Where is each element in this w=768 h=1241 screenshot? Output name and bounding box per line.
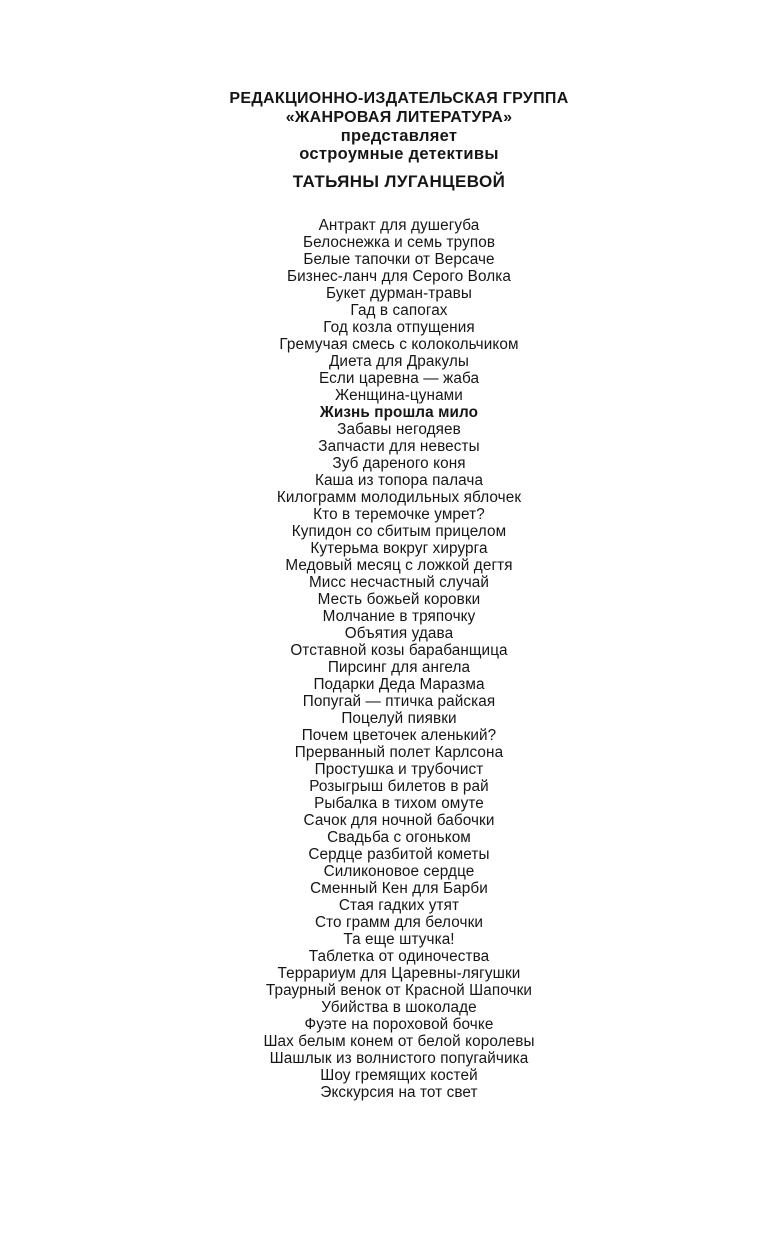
book-title: Экскурсия на тот свет xyxy=(320,1084,478,1101)
book-title: Сменный Кен для Барби xyxy=(310,880,488,897)
book-title: Килограмм молодильных яблочек xyxy=(276,489,522,506)
book-title: Поцелуй пиявки xyxy=(341,710,457,727)
presents-line: представляет xyxy=(340,127,458,145)
book-title: Кто в теремочке умрет? xyxy=(313,506,485,523)
book-title: Жизнь прошла мило xyxy=(319,404,479,421)
book-title: Силиконовое сердце xyxy=(323,863,475,880)
book-title: Стая гадких утят xyxy=(338,897,460,914)
book-title: Шоу гремящих костей xyxy=(320,1067,478,1084)
book-title: Та еще штучка! xyxy=(343,931,455,948)
book-title: Рыбалка в тихом омуте xyxy=(314,795,484,812)
book-title: Антракт для душегуба xyxy=(318,217,480,234)
book-title: Объятия удава xyxy=(344,625,454,642)
book-title: Зуб дареного коня xyxy=(332,455,466,472)
book-title: Месть божьей коровки xyxy=(317,591,481,608)
book-title: Простушка и трубочист xyxy=(314,761,484,778)
author-name: ТАТЬЯНЫ ЛУГАНЦЕВОЙ xyxy=(292,172,506,191)
book-title: Женщина-цунами xyxy=(335,387,463,404)
book-title: Каша из топора палача xyxy=(314,472,484,489)
book-title: Если царевна — жаба xyxy=(318,370,480,387)
book-title: Сто грамм для белочки xyxy=(314,914,484,931)
book-title: Фуэте на пороховой бочке xyxy=(304,1016,494,1033)
book-title: Подарки Деда Маразма xyxy=(313,676,485,693)
book-title: Год козла отпущения xyxy=(323,319,475,336)
book-title: Шах белым конем от белой королевы xyxy=(263,1033,535,1050)
book-title: Почем цветочек аленький? xyxy=(301,727,497,744)
book-title: Таблетка от одиночества xyxy=(308,948,490,965)
book-title: Белоснежка и семь трупов xyxy=(302,234,496,251)
book-title: Убийства в шоколаде xyxy=(321,999,477,1016)
book-title: Гад в сапогах xyxy=(350,302,448,319)
book-title: Мисс несчастный случай xyxy=(308,574,490,591)
book-title: Забавы негодяев xyxy=(337,421,461,438)
book-titles-list xyxy=(30,217,768,1101)
book-title: Сердце разбитой кометы xyxy=(308,846,490,863)
publisher-group-line-2: «ЖАНРОВАЯ ЛИТЕРАТУРА» xyxy=(285,109,513,126)
book-title: Запчасти для невесты xyxy=(318,438,480,455)
publisher-header xyxy=(30,89,768,191)
book-title: Гремучая смесь с колокольчиком xyxy=(279,336,519,353)
book-title: Свадьба с огоньком xyxy=(327,829,471,846)
book-title: Шашлык из волнистого попугайчика xyxy=(269,1050,529,1067)
book-title: Сачок для ночной бабочки xyxy=(303,812,495,829)
book-title: Купидон со сбитым прицелом xyxy=(291,523,507,540)
book-title: Попугай — птичка райская xyxy=(302,693,496,710)
book-title: Медовый месяц с ложкой дегтя xyxy=(285,557,513,574)
genre-line: остроумные детективы xyxy=(299,145,499,163)
book-title: Траурный венок от Красной Шапочки xyxy=(265,982,533,999)
book-title: Букет дурман-травы xyxy=(326,285,472,302)
book-title: Белые тапочки от Версаче xyxy=(303,251,495,268)
book-title: Прерванный полет Карлсона xyxy=(294,744,504,761)
book-title: Розыгрыш билетов в рай xyxy=(309,778,489,795)
book-title: Кутерьма вокруг хирурга xyxy=(310,540,488,557)
book-title: Террариум для Царевны-лягушки xyxy=(277,965,521,982)
publisher-group-line-1: РЕДАКЦИОННО-ИЗДАТЕЛЬСКАЯ ГРУППА xyxy=(229,90,569,107)
book-title: Диета для Дракулы xyxy=(328,353,470,370)
book-title: Молчание в тряпочку xyxy=(322,608,476,625)
book-title: Пирсинг для ангела xyxy=(327,659,471,676)
book-title: Бизнес-ланч для Серого Волка xyxy=(287,268,511,285)
book-title: Отставной козы барабанщица xyxy=(290,642,508,659)
